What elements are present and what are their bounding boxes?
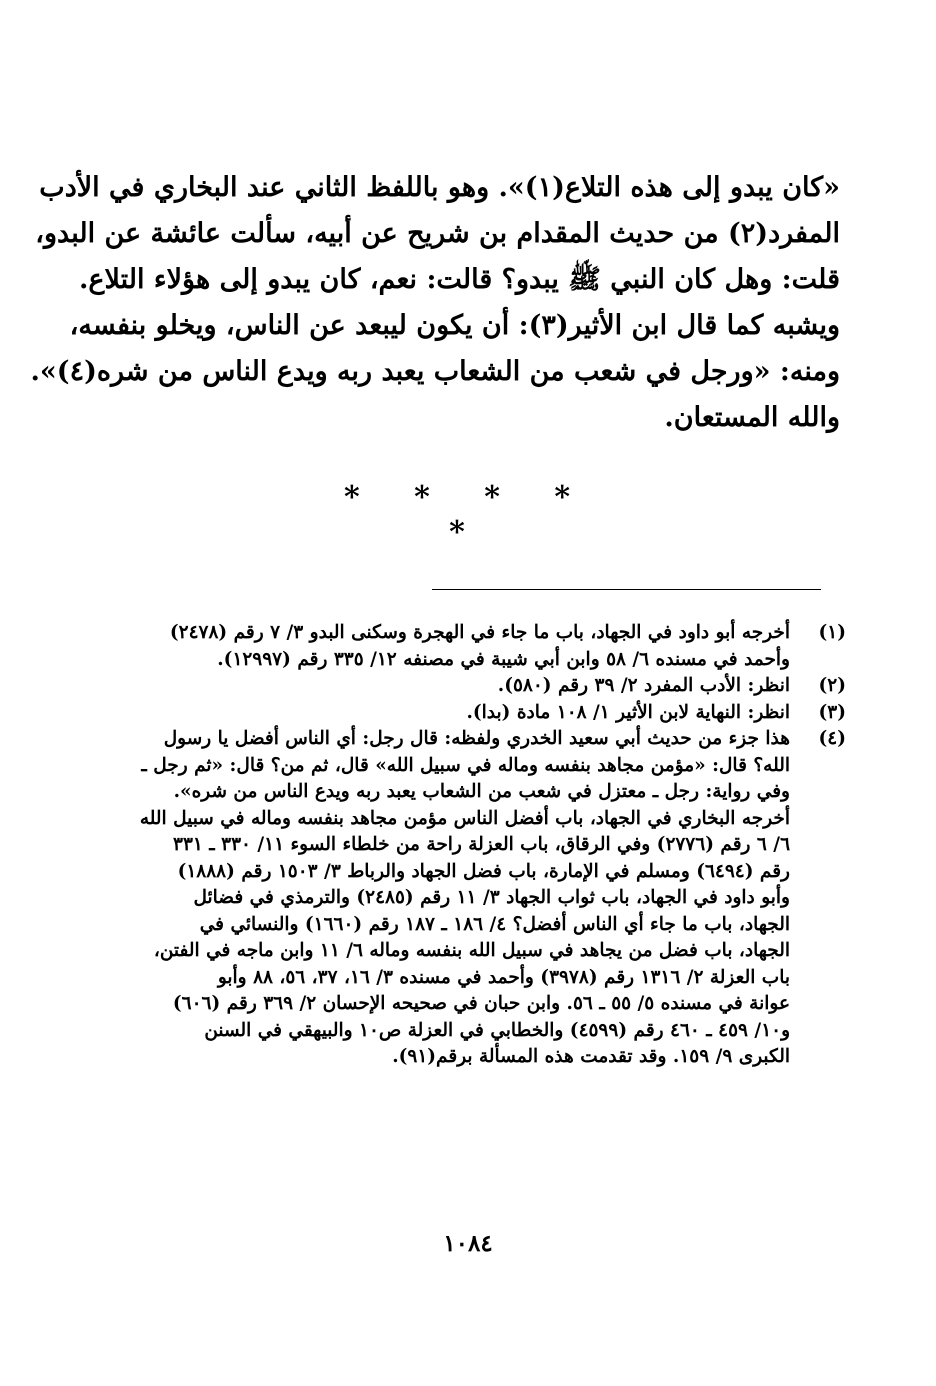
footnote-line: الكبرى ٩/ ١٥٩. وقد تقدمت هذه المسألة برقم(٩١). — [392, 1046, 790, 1067]
page-number: ١٠٨٤ — [443, 1230, 493, 1257]
footnote-line: وأبو داود في الجهاد، باب ثواب الجهاد ٣/ ١١ رقم (٢٤٨٥) والترمذي في فضائل — [193, 887, 790, 908]
footnote-4 — [96, 726, 846, 1071]
main-text-line: قلت: وهل كان النبي ﷺ يبدو؟ قالت: نعم، كان يبدو إلى هؤلاء التلاع. — [79, 264, 840, 295]
footnote-2 — [96, 673, 846, 700]
main-text-line: ويشبه كما قال ابن الأثير(٣): أن يكون ليبعد عن الناس، ويخلو بنفسه، — [69, 310, 840, 341]
footnote-line: الجهاد، باب فضل من يجاهد في سبيل الله بنفسه وماله ٦/ ١١ وابن ماجه في الفتن، — [153, 940, 790, 961]
footnote-line: ٦/ ٦ رقم (٢٧٧٦) وفي الرقاق، باب العزلة راحة من خلطاء السوء ١١/ ٣٣٠ ـ ٣٣١ — [173, 834, 790, 855]
footnote-line: عوانة في مسنده ٥/ ٥٥ ـ ٥٦. وابن حبان في صحيحه الإحسان ٢/ ٣٦٩ رقم (٦٠٦) — [172, 993, 790, 1014]
footnote-line: أخرجه أبو داود في الجهاد، باب ما جاء في الهجرة وسكنى البدو ٣/ ٧ رقم (٢٤٧٨) — [169, 622, 790, 643]
footnote-line: وأحمد في مسنده ٦/ ٥٨ وابن أبي شيبة في مصنفه ١٢/ ٣٣٥ رقم (١٢٩٩٧). — [217, 648, 790, 670]
footnote-line: أخرجه البخاري في الجهاد، باب أفضل الناس مؤمن مجاهد بنفسه وماله في سبيل الله — [139, 807, 790, 829]
main-text-line: والله المستعان. — [664, 402, 840, 433]
footnote-line: و١٠/ ٤٥٩ ـ ٤٦٠ رقم (٤٥٩٩) والخطابي في العزلة ص١٠ والبيهقي في السنن — [204, 1019, 790, 1041]
footnote-separator-line — [432, 589, 821, 590]
footnote-body — [96, 726, 790, 1071]
footnotes — [96, 620, 846, 1071]
main-text-line: المفرد(٢) من حديث المقدام بن شريح عن أبيه، سألت عائشة عن البدو، — [35, 218, 840, 249]
footnote-body — [96, 620, 790, 673]
footnote-line: باب العزلة ٢/ ١٣١٦ رقم (٣٩٧٨) وأحمد في مسنده ٣/ ١٦، ٣٧، ٥٦، ٨٨ وأبو — [217, 966, 790, 988]
footnote-line: وفي رواية: رجل ـ معتزل في شعب من الشعاب يعبد ربه ويدع الناس من شره». — [173, 781, 790, 802]
footnote-line: الله؟ قال: «مؤمن مجاهد بنفسه وماله في سبيل الله» قال، ثم من؟ قال: «ثم رجل ـ — [141, 754, 790, 776]
footnote-body — [96, 673, 790, 700]
footnote-line: رقم (٦٤٩٤) ومسلم في الإمارة، باب فضل الجهاد والرباط ٣/ ١٥٠٣ رقم (١٨٨٨) — [177, 860, 790, 882]
footnote-line: انظر: الأدب المفرد ٢/ ٣٩ رقم (٥٨٠). — [497, 675, 790, 696]
main-text-line: «كان يبدو إلى هذه التلاع(١)». وهو باللفظ الثاني عند البخاري في الأدب — [39, 172, 840, 203]
footnote-line: هذا جزء من حديث أبي سعيد الخدري ولفظه: قال رجل: أي الناس أفضل يا رسول — [163, 728, 790, 749]
footnote-body — [96, 700, 790, 727]
footnote-line: الجهاد، باب ما جاء أي الناس أفضل؟ ٤/ ١٨٦ ـ ١٨٧ رقم (١٦٦٠) والنسائي في — [199, 913, 790, 935]
footnote-line: انظر: النهاية لابن الأثير ١/ ١٠٨ مادة (بدا). — [466, 701, 790, 723]
main-text — [30, 165, 840, 441]
footnote-number: (٣) — [818, 701, 846, 723]
footnote-3 — [96, 700, 846, 727]
footnote-number: (٤) — [818, 728, 846, 749]
footnote-number: (٢) — [818, 675, 846, 696]
section-separator-stars: * * * * * — [343, 480, 593, 550]
footnote-number: (١) — [818, 622, 846, 643]
footnote-1 — [96, 620, 846, 673]
main-text-line: ومنه: «ورجل في شعب من الشعاب يعبد ربه ويدع الناس من شره(٤)». — [30, 356, 840, 387]
